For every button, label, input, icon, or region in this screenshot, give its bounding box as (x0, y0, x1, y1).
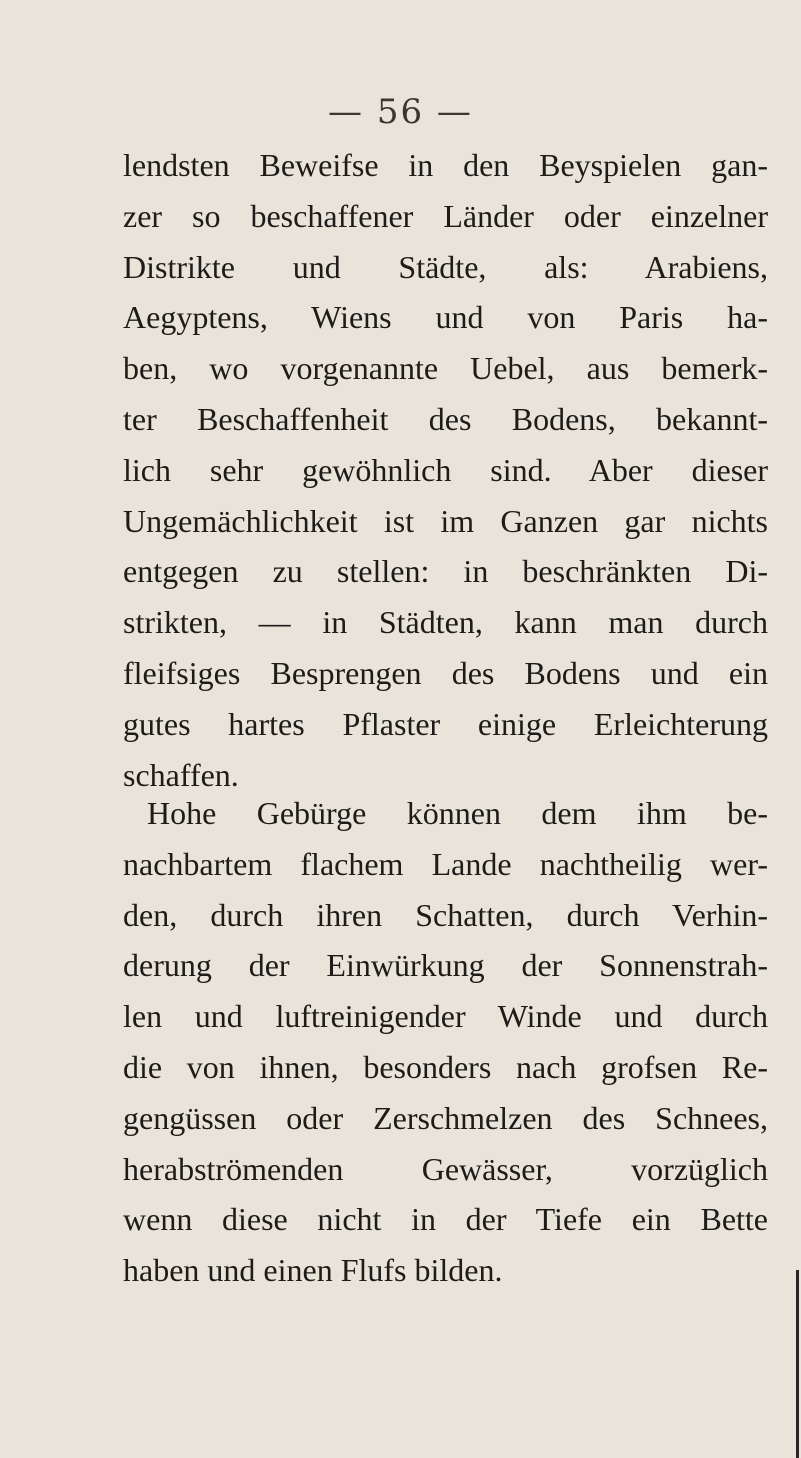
text-line: Aegyptens, Wiens und von Paris ha- (123, 299, 768, 336)
text-line: ter Beschaffenheit des Bodens, bekannt- (123, 400, 768, 437)
text-line: strikten, — in Städten, kann man durch (123, 604, 768, 641)
text-line: den, durch ihren Schatten, durch Verhin- (123, 896, 768, 933)
text-line: entgegen zu stellen: in beschränkten Di- (123, 553, 768, 590)
text-line: Distrikte und Städte, als: Arabiens, (123, 248, 768, 285)
text-line: gengüssen oder Zerschmelzen des Schnees, (123, 1099, 768, 1136)
text-line: die von ihnen, besonders nach grofsen Re- (123, 1048, 768, 1085)
text-line: gutes hartes Pflaster einige Erleichterung (123, 705, 768, 742)
text-line: fleifsiges Besprengen des Bodens und ein (123, 654, 768, 691)
text-line: derung der Einwürkung der Sonnenstrah- (123, 947, 768, 984)
page-number-header: — 56 — (328, 92, 473, 132)
text-line: len und luftreinigender Winde und durch (123, 998, 768, 1035)
paragraph-2 (123, 788, 768, 1296)
text-line: zer so beschaffener Länder oder einzelner (123, 197, 768, 234)
text-line: nachbartem flachem Lande nachtheilig wer- (123, 845, 768, 882)
text-line: lendsten Beweifse in den Beyspielen gan- (123, 147, 768, 183)
text-line: wenn diese nicht in der Tiefe ein Bette (123, 1201, 768, 1238)
page-edge-line (796, 1270, 799, 1458)
text-line: schaffen. (123, 756, 239, 793)
text-line: lich sehr gewöhnlich sind. Aber dieser (123, 451, 768, 488)
paragraph-1 (123, 140, 768, 800)
text-line: herabströmenden Gewässer, vorzüglich (123, 1150, 768, 1187)
text-line: Ungemächlichkeit ist im Ganzen gar nichts (123, 502, 768, 539)
text-line: haben und einen Flufs bilden. (123, 1252, 503, 1289)
text-line: Hohe Gebürge können dem ihm be- (147, 795, 768, 831)
text-line: ben, wo vorgenannte Uebel, aus bemerk- (123, 350, 768, 387)
